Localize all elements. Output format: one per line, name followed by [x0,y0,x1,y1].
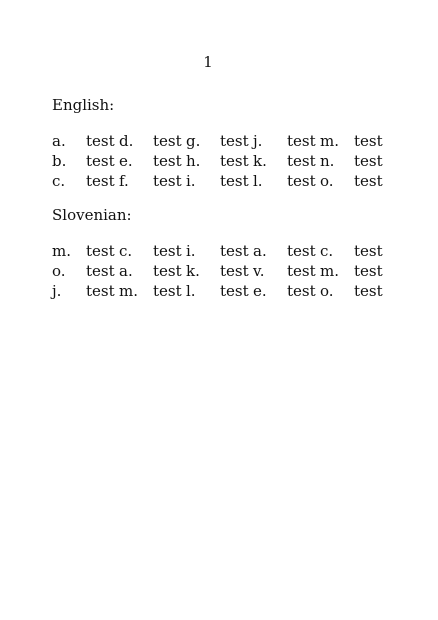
item-label: b. [52,152,67,170]
item-label: i. [186,172,196,190]
item-label: a. [253,242,267,260]
item-text: test [153,152,182,170]
item-text: test [86,242,115,260]
item-text: test [287,172,316,190]
list-item [119,241,186,261]
item-label: l. [186,282,196,300]
list-item [52,261,119,281]
list-item [320,281,387,301]
list-item [253,151,320,171]
item-label: j. [253,132,263,150]
list-item [119,261,186,281]
list-item [253,241,320,261]
item-label: e. [253,282,267,300]
item-label: k. [253,152,267,170]
item-text: test [354,262,383,280]
item-label: h. [186,152,201,170]
item-label: n. [320,152,335,170]
item-text: test [287,282,316,300]
item-text: test [220,262,249,280]
item-label: d. [119,132,134,150]
list-item [253,261,320,281]
list-row [52,131,392,151]
item-label: c. [320,242,334,260]
item-label: k. [186,262,200,280]
item-text: test [86,152,115,170]
item-label: g. [186,132,201,150]
item-label: e. [119,152,133,170]
item-text: test [354,132,383,150]
item-label: f. [119,172,129,190]
list-row [52,261,392,281]
list-item [186,261,253,281]
list-row [52,171,392,191]
list-item [253,171,320,191]
section-heading-slovenian: Slovenian: [52,206,132,224]
item-text: test [287,262,316,280]
english-list-grid [52,131,392,191]
item-text: test [354,152,383,170]
list-item [52,151,119,171]
list-item [320,241,387,261]
list-item [52,281,119,301]
item-text: test [86,132,115,150]
item-text: test [86,172,115,190]
item-text: test [220,152,249,170]
item-label: o. [320,172,334,190]
item-text: test [153,282,182,300]
item-label: m. [119,282,138,300]
item-text: test [153,262,182,280]
item-label: o. [320,282,334,300]
list-item [320,261,387,281]
list-row [52,241,392,261]
list-item [52,171,119,191]
item-label: m. [320,262,339,280]
list-item [320,131,387,151]
list-row [52,281,392,301]
item-label: c. [52,172,66,190]
item-text: test [86,282,115,300]
section-heading-english: English: [52,96,115,114]
item-text: test [153,172,182,190]
list-item [119,131,186,151]
item-label: i. [186,242,196,260]
item-text: test [220,242,249,260]
item-label: m. [52,242,71,260]
item-text: test [287,132,316,150]
item-label: o. [52,262,66,280]
list-item [320,171,387,191]
item-label: j. [52,282,62,300]
list-item [253,281,320,301]
item-label: a. [52,132,66,150]
list-item [52,131,119,151]
item-text: test [153,242,182,260]
list-item [119,171,186,191]
item-label: m. [320,132,339,150]
item-label: c. [119,242,133,260]
item-label: l. [253,172,263,190]
list-item [320,151,387,171]
item-text: test [220,172,249,190]
list-item [186,171,253,191]
item-text: test [220,132,249,150]
list-item [186,281,253,301]
item-text: test [287,152,316,170]
list-item [119,151,186,171]
item-label: a. [119,262,133,280]
item-text: test [220,282,249,300]
list-item [186,131,253,151]
list-item [186,241,253,261]
item-text: test [354,172,383,190]
item-text: test [153,132,182,150]
item-text: test [86,262,115,280]
list-row [52,151,392,171]
item-text: test [287,242,316,260]
item-text: test [354,242,383,260]
list-item [52,241,119,261]
page-number: 1 [203,53,213,71]
list-item [119,281,186,301]
list-item [186,151,253,171]
list-item [253,131,320,151]
item-label: v. [253,262,265,280]
item-text: test [354,282,383,300]
slovenian-list-grid [52,241,392,301]
